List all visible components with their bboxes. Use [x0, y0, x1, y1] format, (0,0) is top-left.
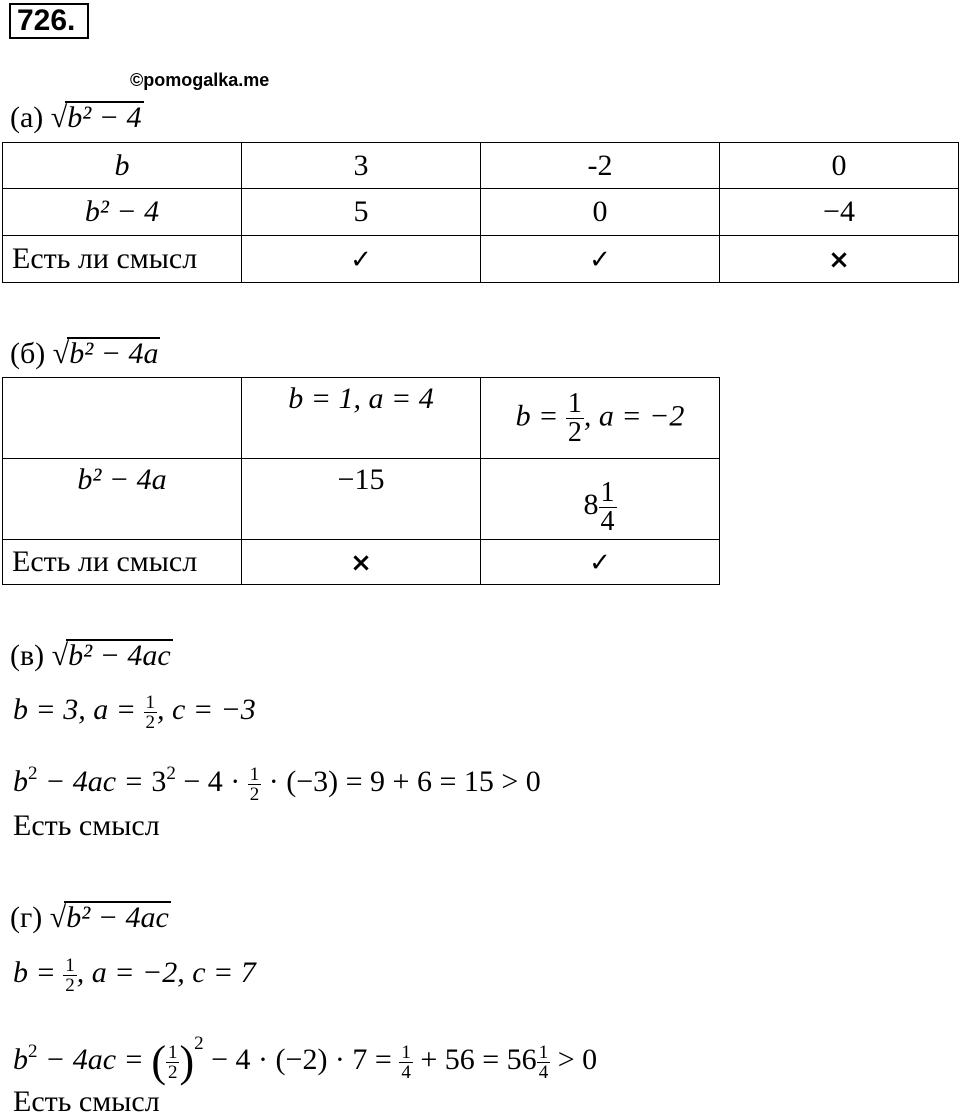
sqrt-sign: √	[51, 639, 69, 672]
check-mark-icon	[242, 236, 481, 283]
col-header-a-part: , a = −2	[583, 398, 685, 432]
empty-corner-cell	[3, 378, 242, 459]
check-icon: ✓	[350, 245, 372, 275]
cross-icon: ×	[828, 245, 850, 275]
part-a-label: (а)	[10, 101, 44, 134]
table-row	[3, 378, 720, 459]
cell-value: 0	[481, 189, 720, 236]
part-a-radicand: b² − 4	[67, 101, 142, 134]
fraction-one-quarter: $\frac{1}{4}$	[401, 1041, 411, 1083]
col-header	[481, 378, 720, 459]
check-mark-icon	[481, 540, 720, 585]
part-b-radicand: b² − 4a	[69, 337, 159, 370]
table-row	[3, 189, 959, 236]
cross-mark-icon	[720, 236, 959, 283]
cross-icon: ×	[350, 548, 372, 578]
row-header: b	[3, 143, 242, 189]
row-header: b² − 4	[3, 189, 242, 236]
part-c-calculation: $b^2 - 4ac = 3^2 - 4$ · $\frac{1}{2}$ · (−3) = 9 + 6 = 15 > 0	[13, 763, 541, 805]
cell-value: -2	[481, 143, 720, 189]
row-header: Есть ли смысл	[3, 236, 242, 283]
table-row	[3, 540, 720, 585]
fraction-one-half: $\frac{1}{2}$	[567, 387, 582, 448]
check-mark-icon	[481, 236, 720, 283]
row-header: b² − 4a	[3, 459, 242, 540]
table-row	[3, 459, 720, 540]
part-b-label: (б)	[10, 337, 46, 370]
cell-value: 3	[242, 143, 481, 189]
fraction-one-quarter: $\frac{1}{4}$	[600, 476, 615, 537]
cell-value: −15	[242, 459, 481, 540]
fraction-one-half: $\frac{1}{2}$	[249, 763, 260, 805]
sqrt-sign: √	[50, 101, 68, 134]
cell-value: −4	[720, 189, 959, 236]
part-b-heading	[10, 336, 160, 372]
problem-number: 726.	[9, 3, 89, 39]
part-b-table	[2, 377, 720, 585]
cross-mark-icon	[242, 540, 481, 585]
part-d-radicand: b² − 4ac	[66, 901, 169, 934]
sqrt-sign: √	[49, 901, 67, 934]
part-c-conclusion: Есть смысл	[13, 809, 160, 842]
part-c-radicand: b² − 4ac	[68, 639, 171, 672]
part-d-given: b = $\frac{1}{2}$ , a = −2, c = 7	[13, 954, 256, 996]
fraction-one-half: $\frac{1}{2}$	[167, 1041, 178, 1083]
row-header: Есть ли смысл	[3, 540, 242, 585]
part-c-label: (в)	[10, 639, 45, 672]
part-a-heading	[10, 100, 144, 136]
check-icon: ✓	[589, 245, 611, 275]
cell-value: 8 $\frac{1}{4}$	[481, 459, 720, 540]
cell-value: 0	[720, 143, 959, 189]
sqrt-sign: √	[52, 337, 70, 370]
cell-value: 5	[242, 189, 481, 236]
table-row	[3, 143, 959, 189]
part-a-table	[2, 142, 959, 283]
col-header-b-part: b =	[515, 398, 559, 432]
part-d-heading	[10, 900, 171, 936]
part-c-given: b = 3, a = $\frac{1}{2}$ , c = −3	[13, 691, 256, 733]
fraction-one-quarter: $\frac{1}{4}$	[538, 1041, 549, 1083]
part-d-calculation: $b^2 - 4ac$ = ( $\frac{1}{2}$ )$^2$ − 4 · (−2) · 7 = $\frac{1}{4}$ + 56 = 56 $\frac{1}{4}$ > 0	[13, 1033, 598, 1087]
watermark: ©pomogalka.me	[130, 70, 270, 90]
check-icon: ✓	[589, 548, 611, 578]
col-header: b = 1, a = 4	[242, 378, 481, 459]
part-d-conclusion: Есть смысл	[13, 1085, 160, 1118]
table-row	[3, 236, 959, 283]
fraction-one-half: $\frac{1}{2}$	[65, 954, 75, 996]
part-c-heading	[10, 638, 173, 674]
fraction-one-half: $\frac{1}{2}$	[145, 691, 155, 733]
part-d-label: (г)	[10, 901, 43, 934]
